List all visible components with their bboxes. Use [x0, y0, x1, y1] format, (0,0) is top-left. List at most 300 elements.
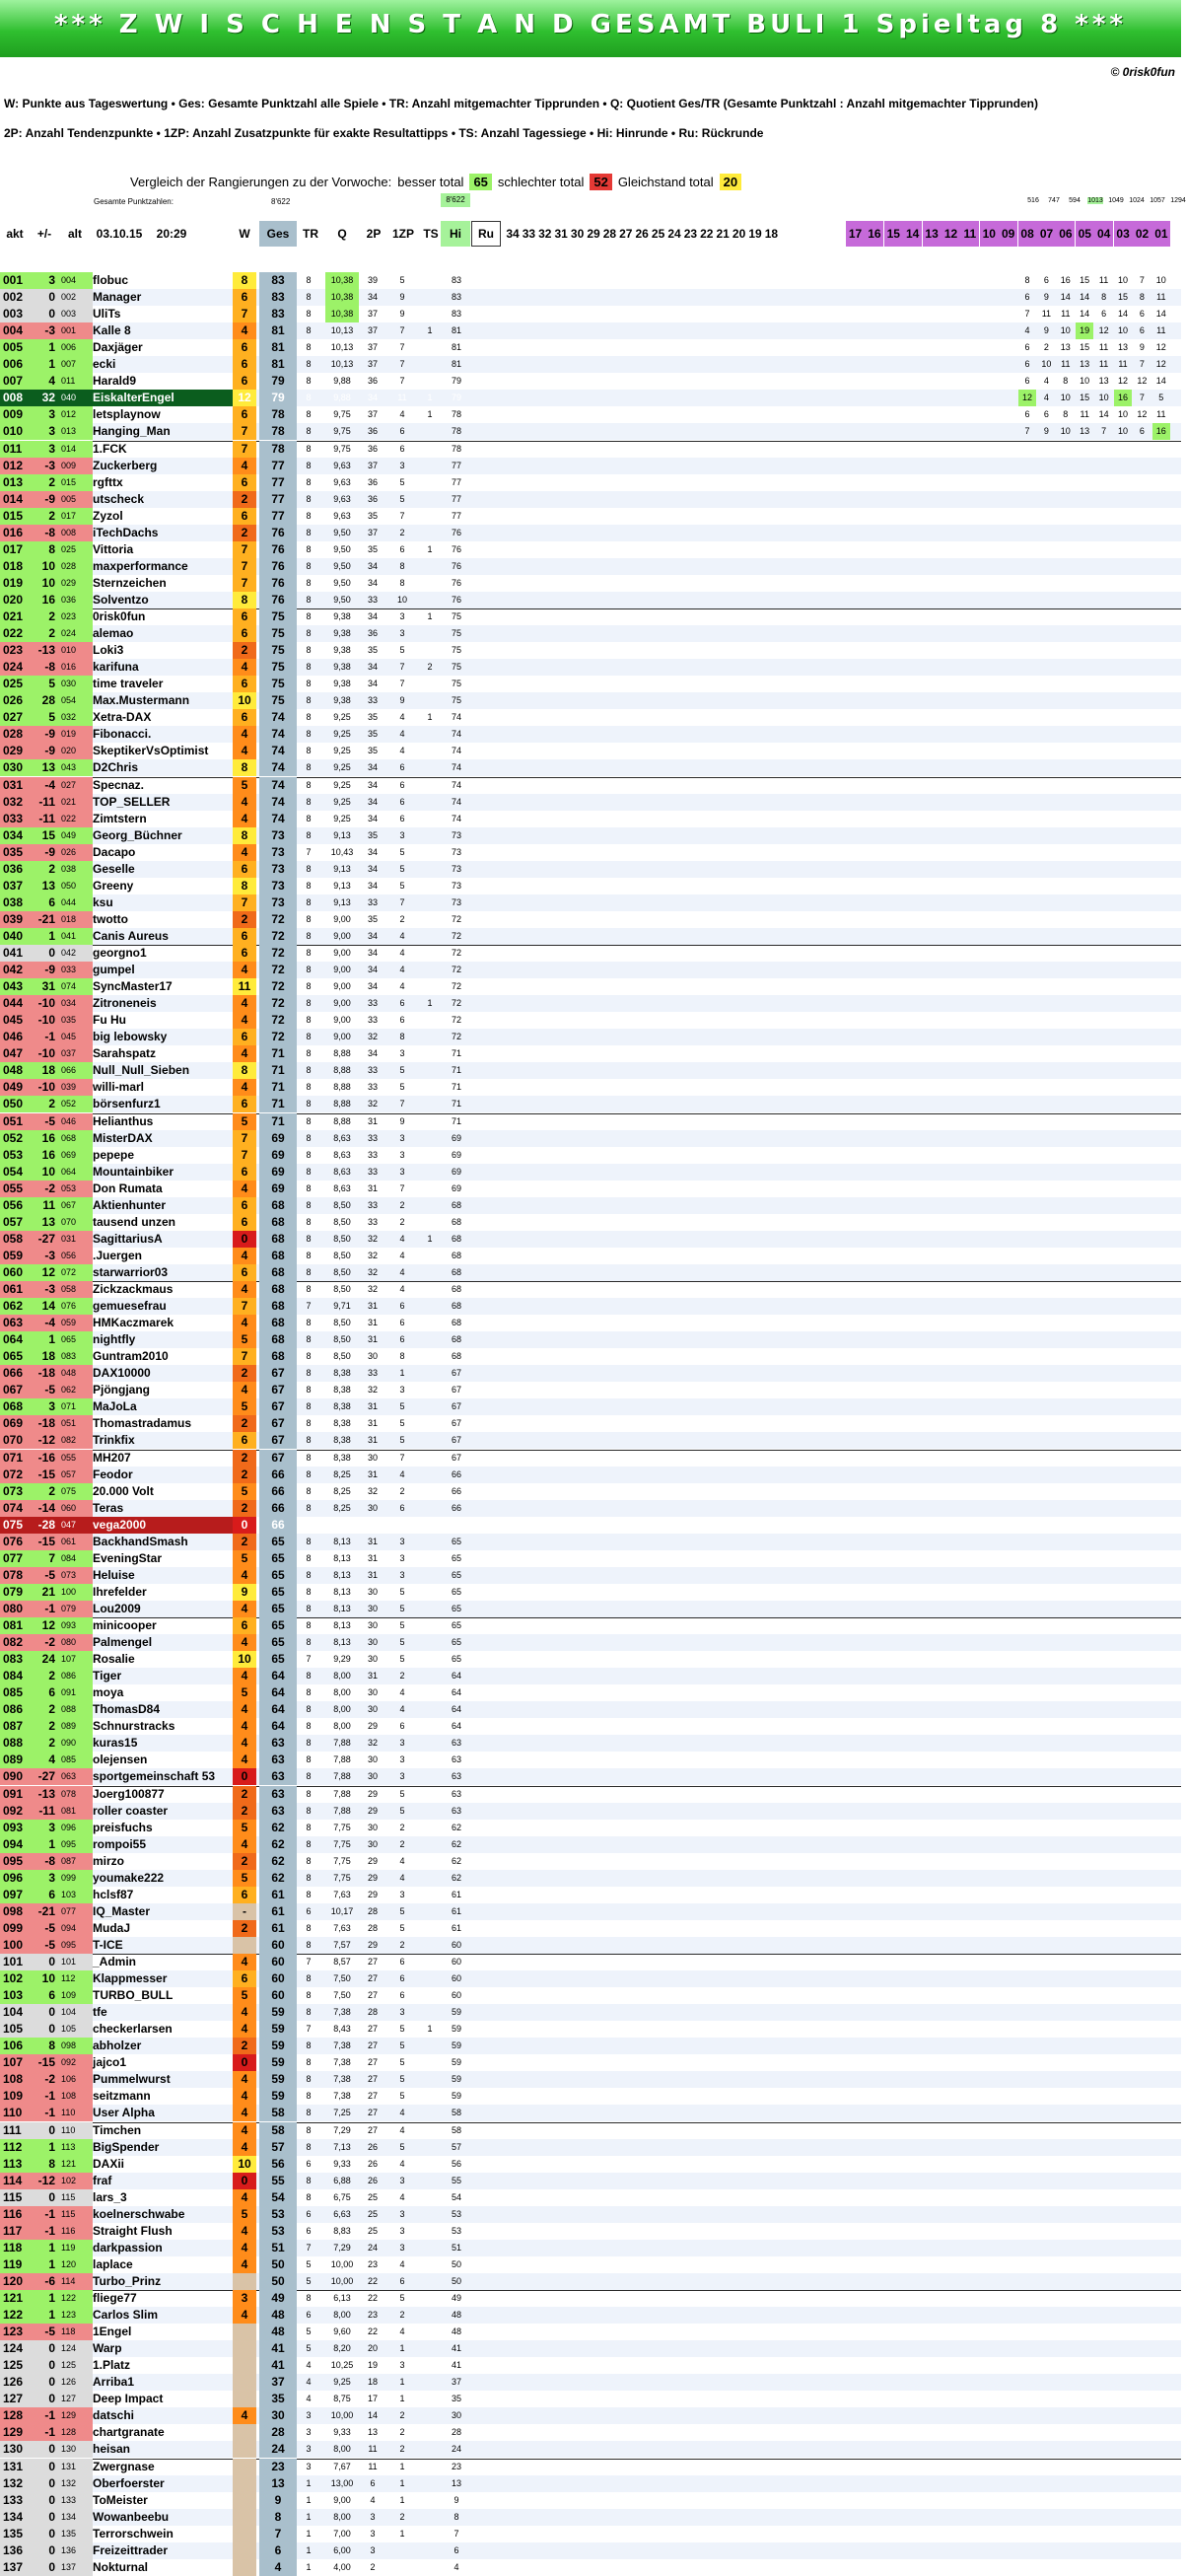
player-name: olejensen [93, 1753, 148, 1767]
exact-points: 3 [399, 1552, 405, 1563]
day-wins [420, 2475, 440, 2492]
day-points: 4 [241, 2256, 248, 2271]
day-wins [420, 356, 440, 373]
rounds-played: 8 [306, 1603, 312, 1613]
hinrunde-points: 30 [451, 2410, 461, 2421]
hinrunde-points: 58 [451, 2124, 461, 2135]
exact-points: 3 [399, 2225, 405, 2236]
round-day-points: 10 [1060, 325, 1071, 336]
table-row [0, 2391, 1181, 2407]
col-round: 13 [923, 221, 942, 247]
quotient: 9,25 [333, 746, 351, 756]
total-points: 41 [271, 2341, 285, 2356]
quotient: 8,25 [333, 1468, 351, 1479]
day-wins [420, 1820, 440, 1836]
round-day-points: 10 [1117, 275, 1128, 285]
rank-change: 28 [41, 693, 55, 708]
day-wins [420, 1012, 440, 1029]
rank-previous: 016 [61, 662, 77, 673]
day-wins [420, 1887, 440, 1903]
col-round: 24 [667, 227, 681, 241]
rank-current: 043 [3, 979, 24, 994]
rank-previous: 075 [61, 1485, 77, 1496]
rounds-played: 6 [306, 2310, 312, 2321]
round-day-points: 8 [1101, 292, 1107, 303]
quotient: 9,13 [333, 896, 351, 907]
day-wins [420, 2122, 440, 2139]
exact-points: 8 [399, 560, 405, 571]
hinrunde-points: 64 [451, 1671, 461, 1682]
day-wins [420, 844, 440, 861]
exact-points: 7 [399, 1182, 405, 1193]
rank-current: 127 [3, 2392, 24, 2406]
player-name: iTechDachs [93, 525, 159, 539]
credit-text: © 0risk0fun [1110, 65, 1175, 79]
table-row [0, 1331, 1181, 1348]
rank-previous: 043 [61, 762, 77, 773]
rank-current: 025 [3, 677, 24, 691]
rank-current: 106 [3, 2039, 24, 2053]
day-wins [420, 911, 440, 928]
round-day-points: 6 [1139, 426, 1145, 437]
day-wins [420, 1450, 440, 1467]
day-points: 2 [241, 1450, 248, 1465]
worse-count: 52 [590, 174, 611, 190]
round-day-points: 6 [1024, 409, 1030, 420]
table-row [0, 1432, 1181, 1449]
rank-change: 15 [41, 827, 55, 842]
total-points: 75 [271, 609, 285, 623]
rank-change: 18 [41, 1349, 55, 1364]
rank-current: 064 [3, 1332, 24, 1347]
quotient: 9,13 [333, 829, 351, 840]
day-wins [420, 1062, 440, 1079]
rank-previous: 026 [61, 846, 77, 857]
tendency-points: 33 [367, 1166, 378, 1177]
day-wins [420, 306, 440, 322]
rank-change: 2 [48, 508, 55, 523]
player-name: gumpel [93, 963, 135, 977]
rounds-played: 8 [306, 813, 312, 823]
quotient: 8,38 [333, 1418, 351, 1429]
exact-points: 4 [399, 930, 405, 941]
exact-points: 8 [399, 577, 405, 588]
quotient: 7,75 [333, 1872, 351, 1883]
exact-points: 2 [399, 2410, 405, 2421]
hinrunde-points: 77 [451, 460, 461, 470]
total-points: 65 [271, 1550, 285, 1565]
rounds-played: 8 [306, 611, 312, 621]
rounds-played: 8 [306, 1552, 312, 1563]
ges-total: 8'622 [271, 197, 291, 206]
player-name: ksu [93, 894, 113, 909]
player-name: Fibonacci. [93, 727, 152, 742]
col-ru-frame [471, 221, 501, 247]
rank-current: 032 [3, 794, 24, 809]
player-name: Pjöngjang [93, 1383, 150, 1397]
day-points: 4 [241, 844, 248, 859]
exact-points: 5 [399, 1082, 405, 1093]
rank-change: 5 [48, 710, 55, 725]
rounds-played: 3 [306, 2427, 312, 2438]
rank-previous: 038 [61, 863, 77, 874]
total-points: 67 [271, 1383, 285, 1397]
total-points: 74 [271, 710, 285, 725]
table-row [0, 1096, 1181, 1112]
col-round: 25 [651, 227, 665, 241]
rounds-played: 8 [306, 2007, 312, 2018]
total-points: 50 [271, 2256, 285, 2271]
hinrunde-points: 37 [451, 2377, 461, 2388]
quotient: 8,50 [333, 1216, 351, 1227]
hinrunde-points: 51 [451, 2242, 461, 2253]
day-wins [420, 1584, 440, 1601]
player-name: Thomastradamus [93, 1416, 192, 1431]
day-wins [420, 2441, 440, 2458]
exact-points: 5 [399, 1654, 405, 1665]
exact-points: 6 [399, 426, 405, 437]
rounds-played: 8 [306, 1586, 312, 1597]
table-row [0, 272, 1181, 289]
total-points: 58 [271, 2106, 285, 2120]
player-name: 0risk0fun [93, 609, 146, 623]
exact-points: 2 [399, 1671, 405, 1682]
rounds-played: 8 [306, 1485, 312, 1496]
total-points: 48 [271, 2325, 285, 2339]
total-points: 74 [271, 744, 285, 758]
rank-current: 030 [3, 760, 24, 775]
rank-current: 023 [3, 643, 24, 658]
comparison-label: Vergleich der Rangierungen zu der Vorwoche: [130, 175, 392, 189]
total-points: 9 [274, 2492, 282, 2507]
hinrunde-points: 77 [451, 510, 461, 521]
quotient: 9,50 [333, 527, 351, 537]
player-name: 1.Platz [93, 2358, 131, 2373]
quotient: 6,00 [333, 2544, 351, 2555]
rank-current: 049 [3, 1080, 24, 1095]
day-points: 6 [241, 340, 248, 355]
col-date: 03.10.15 [96, 227, 143, 241]
quotient: 7,63 [333, 1889, 351, 1899]
hinrunde-points: 63 [451, 1754, 461, 1765]
table-row [0, 844, 1181, 861]
rank-current: 094 [3, 1836, 24, 1851]
day-wins [420, 1903, 440, 1920]
rank-change: -9 [44, 491, 55, 506]
day-points: - [243, 1903, 246, 1918]
player-name: starwarrior03 [93, 1264, 169, 1279]
player-name: Ihrefelder [93, 1584, 147, 1599]
day-wins [420, 894, 440, 911]
tendency-points: 30 [367, 1704, 378, 1715]
rounds-played: 8 [306, 460, 312, 470]
rank-change: -21 [37, 1903, 55, 1918]
rounds-played: 6 [306, 1905, 312, 1916]
total-points: 68 [271, 1214, 285, 1229]
day-points: 4 [241, 1316, 248, 1330]
total-points: 41 [271, 2358, 285, 2373]
day-wins [420, 1836, 440, 1853]
rank-previous: 069 [61, 1149, 77, 1160]
rank-previous: 101 [61, 1957, 77, 1967]
rank-current: 095 [3, 1853, 24, 1868]
round-day-points: 8 [1139, 292, 1145, 303]
rank-change: 0 [48, 2005, 55, 2020]
total-points: 79 [271, 374, 285, 389]
table-row [0, 2526, 1181, 2542]
tendency-points: 31 [367, 1671, 378, 1682]
rank-change: 0 [48, 290, 55, 305]
rank-current: 067 [3, 1383, 24, 1397]
rank-current: 116 [3, 2206, 23, 2221]
table-row [0, 1668, 1181, 1684]
rank-current: 045 [3, 1013, 24, 1028]
rounds-played: 8 [306, 1805, 312, 1816]
rank-previous: 102 [61, 2175, 77, 2185]
quotient: 8,13 [333, 1586, 351, 1597]
total-points: 67 [271, 1433, 285, 1448]
rank-current: 105 [3, 2022, 24, 2037]
day-points: 6 [241, 1971, 248, 1986]
exact-points: 3 [399, 2007, 405, 2018]
table-row [0, 1467, 1181, 1483]
exact-points: 3 [399, 611, 405, 621]
rank-previous: 130 [61, 2444, 77, 2455]
day-points [233, 2526, 256, 2542]
day-wins [420, 1181, 440, 1197]
rank-previous: 120 [61, 2258, 77, 2269]
rank-change: 21 [41, 1584, 55, 1599]
day-wins: 1 [427, 712, 433, 723]
player-name: hclsf87 [93, 1887, 134, 1901]
rounds-played: 8 [306, 1536, 312, 1546]
exact-points: 7 [399, 376, 405, 387]
hinrunde-points: 66 [451, 1519, 461, 1530]
hinrunde-points: 53 [451, 2225, 461, 2236]
table-row [0, 1264, 1181, 1281]
player-name: SyncMaster17 [93, 979, 173, 994]
hinrunde-points: 68 [451, 1199, 461, 1210]
player-name: Heluise [93, 1567, 135, 1582]
table-row [0, 474, 1181, 491]
col-ru: Ru [478, 227, 494, 241]
round-day-points: 14 [1155, 376, 1166, 387]
quotient: 8,00 [333, 2511, 351, 2522]
table-row [0, 2492, 1181, 2509]
rank-current: 074 [3, 1500, 24, 1515]
rounds-played: 8 [306, 1233, 312, 1244]
table-row [0, 1870, 1181, 1887]
total-points: 72 [271, 928, 285, 943]
quotient: 9,38 [333, 679, 351, 689]
rank-previous: 035 [61, 1015, 77, 1026]
round-day-points: 12 [1137, 376, 1148, 387]
col-tr: TR [303, 227, 318, 241]
rank-change: 0 [48, 307, 55, 322]
tendency-points: 23 [367, 2258, 378, 2269]
exact-points: 9 [399, 309, 405, 320]
day-wins [420, 1096, 440, 1112]
hinrunde-points: 74 [451, 796, 461, 807]
day-points [233, 2559, 256, 2576]
tendency-points: 34 [367, 679, 378, 689]
rounds-played: 8 [306, 1048, 312, 1059]
player-name: ToMeister [93, 2492, 148, 2507]
rank-change: 0 [48, 2492, 55, 2507]
rounds-played: 8 [306, 510, 312, 521]
hinrunde-points: 75 [451, 662, 461, 673]
rounds-played: 8 [306, 2191, 312, 2202]
col-ts: TS [423, 227, 439, 241]
rounds-played: 5 [306, 2343, 312, 2354]
rank-change: -10 [37, 1046, 55, 1061]
player-name: Oberfoerster [93, 2475, 165, 2490]
rounds-played: 8 [306, 1266, 312, 1277]
player-name: karifuna [93, 660, 139, 675]
rank-current: 070 [3, 1433, 24, 1448]
hinrunde-points: 50 [451, 2258, 461, 2269]
rank-change: 24 [41, 1652, 55, 1667]
rank-previous: 109 [61, 1990, 77, 2001]
day-points: 6 [241, 1030, 248, 1044]
round-day-points: 14 [1117, 309, 1128, 320]
tendency-points: 33 [367, 1368, 378, 1379]
rank-current: 077 [3, 1550, 24, 1565]
exact-points: 2 [399, 1216, 405, 1227]
hinrunde-points: 23 [451, 2461, 461, 2471]
table-row [0, 726, 1181, 743]
day-wins [420, 759, 440, 776]
table-row [0, 2273, 1181, 2290]
total-points: 67 [271, 1416, 285, 1431]
quotient: 9,00 [333, 981, 351, 992]
hinrunde-points: 64 [451, 1704, 461, 1715]
rank-previous: 134 [61, 2511, 77, 2522]
rank-current: 125 [3, 2358, 24, 2373]
total-points: 69 [271, 1130, 285, 1145]
rank-current: 134 [3, 2509, 24, 2524]
hinrunde-points: 68 [451, 1233, 461, 1244]
quotient: 9,13 [333, 863, 351, 874]
exact-points: 1 [399, 2394, 405, 2404]
day-wins [420, 1701, 440, 1718]
day-points: 8 [241, 760, 248, 775]
hinrunde-points: 67 [451, 1435, 461, 1446]
table-row [0, 861, 1181, 878]
rank-previous: 044 [61, 896, 77, 907]
quotient: 8,38 [333, 1368, 351, 1379]
table-row [0, 1786, 1181, 1803]
day-wins [420, 373, 440, 390]
rank-change: 2 [48, 1702, 55, 1717]
day-wins [420, 1197, 440, 1214]
rank-previous: 137 [61, 2561, 77, 2572]
quotient: 7,13 [333, 2141, 351, 2152]
rank-change: 0 [48, 1955, 55, 1968]
player-name: Straight Flush [93, 2223, 173, 2238]
rank-current: 012 [3, 458, 24, 472]
exact-points: 3 [399, 1385, 405, 1395]
rank-previous: 087 [61, 1855, 77, 1866]
table-row [0, 289, 1181, 306]
round-day-points: 6 [1043, 275, 1049, 285]
rank-previous: 007 [61, 359, 77, 370]
total-points: 65 [271, 1601, 285, 1615]
player-name: IQ_Master [93, 1903, 151, 1918]
col-round: 17 [846, 221, 865, 247]
total-points: 62 [271, 1836, 285, 1851]
tendency-points: 3 [370, 2528, 376, 2539]
rounds-played: 8 [306, 1771, 312, 1782]
hinrunde-points: 4 [453, 2561, 459, 2572]
table-row [0, 306, 1181, 322]
round-sum: 1049 [1108, 197, 1124, 204]
rank-current: 013 [3, 474, 24, 489]
same-count: 20 [720, 174, 741, 190]
tendency-points: 17 [367, 2394, 378, 2404]
total-points: 59 [271, 2089, 285, 2104]
rank-change: -9 [44, 744, 55, 758]
day-wins [420, 945, 440, 962]
round-day-points: 9 [1043, 325, 1049, 336]
col-round: 08 [1018, 221, 1037, 247]
quotient: 9,38 [333, 628, 351, 639]
quotient: 9,38 [333, 645, 351, 656]
rank-previous: 061 [61, 1536, 77, 1546]
col-round: 28 [602, 227, 617, 241]
day-wins [420, 1651, 440, 1668]
tendency-points: 28 [367, 1905, 378, 1916]
player-name: Kalle 8 [93, 323, 131, 338]
tendency-points: 31 [367, 1435, 378, 1446]
round-day-points: 7 [1139, 359, 1145, 370]
rounds-played: 8 [306, 2175, 312, 2185]
rank-current: 052 [3, 1130, 24, 1145]
table-row [0, 1718, 1181, 1735]
rank-previous: 054 [61, 695, 77, 706]
day-points [233, 2542, 256, 2559]
table-row [0, 1415, 1181, 1432]
day-points [233, 2424, 256, 2441]
rank-current: 065 [3, 1349, 24, 1364]
hinrunde-points: 61 [451, 1905, 461, 1916]
exact-points: 3 [399, 2360, 405, 2371]
tendency-points: 34 [367, 846, 378, 857]
player-name: lars_3 [93, 2189, 127, 2204]
total-points: 81 [271, 323, 285, 338]
rounds-played: 8 [306, 1468, 312, 1479]
same-label: Gleichstand total [617, 175, 714, 189]
exact-points: 1 [399, 2528, 405, 2539]
rank-change: 2 [48, 1719, 55, 1734]
col-2p: 2P [366, 227, 382, 241]
day-points: 4 [241, 1702, 248, 1717]
quotient: 9,71 [333, 1301, 351, 1312]
worse-label: schlechter total [497, 175, 585, 189]
player-name: _Admin [93, 1955, 137, 1968]
total-points: 83 [271, 273, 285, 287]
total-points: 76 [271, 558, 285, 573]
rank-previous: 040 [61, 393, 77, 403]
day-wins: 1 [427, 1233, 433, 1244]
day-wins [420, 2374, 440, 2391]
exact-points: 4 [399, 1872, 405, 1883]
day-wins [420, 692, 440, 709]
day-points: 6 [241, 407, 248, 422]
tendency-points: 28 [367, 2007, 378, 2018]
player-name: checkerlarsen [93, 2022, 173, 2037]
hinrunde-points: 77 [451, 493, 461, 504]
